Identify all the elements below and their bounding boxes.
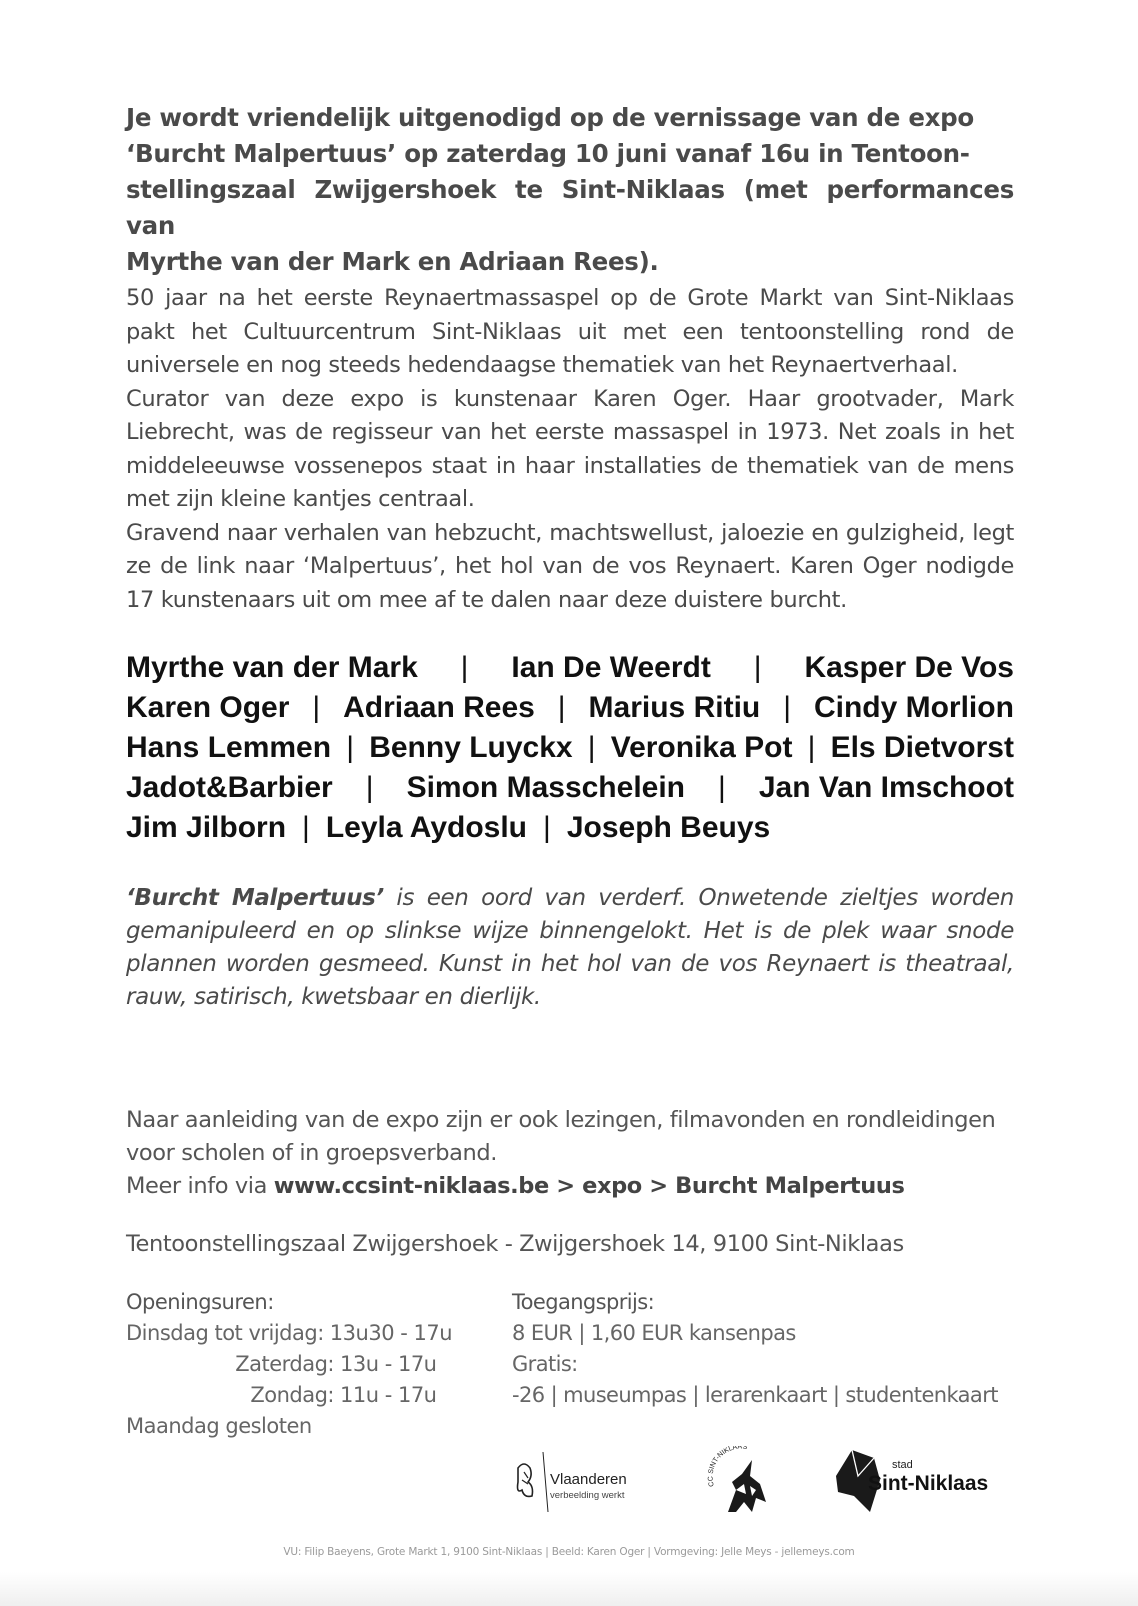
artist-name: Kasper De Vos bbox=[804, 651, 1014, 684]
quote-text: is een oord van verderf. Onwetende zieltjes worden gemanipuleerd en op slinkse wijze binnengelokt. Het is de plek waar snode plannen worden gesmeed. Kunst in het hol van de vos Reynaert is theatraal, rauw, satirisch, kwetsbaar en dierlijk. bbox=[126, 885, 1014, 1010]
artist-row bbox=[126, 728, 1014, 768]
stad-logo-icon bbox=[836, 1446, 1016, 1516]
separator: | bbox=[587, 731, 596, 764]
quote-title: ‘Burcht Malpertuus’ bbox=[126, 885, 384, 911]
artist-row bbox=[126, 688, 1014, 728]
exhibition-quote bbox=[126, 882, 1014, 1014]
separator: | bbox=[460, 651, 469, 684]
price-line: 8 EUR | 1,60 EUR kansenpas bbox=[512, 1321, 796, 1345]
separator: | bbox=[312, 691, 321, 724]
cc-sint-niklaas-logo bbox=[706, 1446, 776, 1516]
lion-icon bbox=[510, 1446, 660, 1516]
svg-text:CC SINT-NIKLAAS: CC SINT-NIKLAAS bbox=[707, 1446, 748, 1488]
artist-list bbox=[126, 648, 1014, 848]
info-text: Naar aanleiding van de expo zijn er ook lezingen, filmavonden en rondleidingen voor scholen of in groepsverband. bbox=[126, 1107, 996, 1166]
description-paragraph: Gravend naar verhalen van hebzucht, machtswellust, jaloezie en gulzigheid, legt ze de link naar ‘Malpertuus’, het hol van de vos Reynaert. Karen Oger nodigde 17 kunstenaars uit om mee af te dalen naar deze duistere burcht. bbox=[126, 519, 1014, 613]
colophon: VU: Filip Baeyens, Grote Markt 1, 9100 Sint-Niklaas | Beeld: Karen Oger | Vormgeving: Jelle Meys - jellemeys.com bbox=[283, 1546, 855, 1558]
stad-sint-niklaas-logo bbox=[836, 1446, 1016, 1516]
unicorn-icon bbox=[706, 1446, 776, 1516]
description-text bbox=[126, 282, 1014, 617]
artist-name: Els Dietvorst bbox=[830, 731, 1014, 764]
description-paragraph: Curator van deze expo is kunstenaar Karen Oger. Haar grootvader, Mark Liebrecht, was de regisseur van het eerste massaspel in 1973. Net zoals in het middeleeuwse vossenepos staat in haar installaties de thematiek van de mens met zijn kleine kantjes centraal. bbox=[126, 385, 1014, 512]
prices-heading: Toegangsprijs: bbox=[512, 1290, 655, 1314]
hours-label: Zondag: bbox=[250, 1383, 334, 1407]
opening-hours-heading: Openingsuren: bbox=[126, 1290, 274, 1314]
artist-name: Ian De Weerdt bbox=[511, 651, 711, 684]
separator: | bbox=[557, 691, 566, 724]
artist-name: Jadot&Barbier bbox=[126, 771, 333, 804]
separator: | bbox=[346, 731, 355, 764]
price-line: Gratis: bbox=[512, 1352, 578, 1376]
artist-name: Leyla Aydoslu bbox=[325, 811, 528, 844]
opening-hours bbox=[126, 1287, 486, 1442]
svg-text:verbeelding werkt: verbeelding werkt bbox=[550, 1490, 625, 1501]
svg-text:Sint-Niklaas: Sint-Niklaas bbox=[868, 1472, 989, 1495]
more-info-prefix: Meer info via bbox=[126, 1173, 274, 1199]
more-info-line bbox=[126, 1170, 1014, 1203]
intro-line: ‘Burcht Malpertuus’ op zaterdag 10 juni vanaf 16u in Tentoon- bbox=[126, 139, 970, 168]
artist-row bbox=[126, 808, 1014, 848]
closed-day: Maandag gesloten bbox=[126, 1414, 312, 1438]
separator: | bbox=[718, 771, 726, 804]
separator: | bbox=[807, 731, 816, 764]
hours-row bbox=[126, 1380, 486, 1411]
hours-value: 11u - 17u bbox=[340, 1383, 437, 1407]
artist-name: Simon Masschelein bbox=[406, 771, 686, 804]
hours-label: Dinsdag tot vrijdag: bbox=[126, 1321, 324, 1345]
extra-info bbox=[126, 1104, 1014, 1203]
artist-name: Cindy Morlion bbox=[813, 691, 1014, 724]
artist-name: Karen Oger bbox=[126, 691, 290, 724]
hours-value: 13u30 - 17u bbox=[329, 1321, 453, 1345]
intro-line: Je wordt vriendelijk uitgenodigd op de vernissage van de expo bbox=[126, 103, 974, 132]
hours-row bbox=[126, 1349, 486, 1380]
description-paragraph: 50 jaar na het eerste Reynaertmassaspel op de Grote Markt van Sint-Niklaas pakt het Cultuurcentrum Sint-Niklaas uit met een tentoonstelling rond de universele en nog steeds hedendaagse thematiek van het Reynaertverhaal. bbox=[126, 285, 1014, 378]
intro-line: Myrthe van der Mark en Adriaan Rees). bbox=[126, 247, 659, 276]
artist-name: Hans Lemmen bbox=[126, 731, 332, 764]
separator: | bbox=[302, 811, 310, 844]
artist-name: Jim Jilborn bbox=[126, 811, 287, 844]
artist-name: Adriaan Rees bbox=[343, 691, 535, 724]
artist-name: Marius Ritiu bbox=[588, 691, 761, 724]
artist-name: Joseph Beuys bbox=[566, 811, 771, 844]
more-info-link[interactable]: www.ccsint-niklaas.be > expo > Burcht Malpertuus bbox=[273, 1173, 905, 1199]
venue-address: Tentoonstellingszaal Zwijgershoek - Zwijgershoek 14, 9100 Sint-Niklaas bbox=[126, 1231, 904, 1257]
svg-text:stad: stad bbox=[892, 1459, 913, 1471]
artist-name: Jan Van Imschoot bbox=[758, 771, 1014, 804]
hours-label: Zaterdag: bbox=[235, 1352, 334, 1376]
page-edge bbox=[0, 1572, 1138, 1606]
price-line: -26 | museumpas | lerarenkaart | studentenkaart bbox=[512, 1383, 998, 1407]
artist-row bbox=[126, 768, 1014, 808]
hours-value: 13u - 17u bbox=[340, 1352, 437, 1376]
svg-text:Vlaanderen: Vlaanderen bbox=[550, 1471, 627, 1488]
separator: | bbox=[783, 691, 791, 724]
admission-prices bbox=[512, 1287, 1022, 1411]
artist-name: Veronika Pot bbox=[610, 731, 793, 764]
artist-name: Myrthe van der Mark bbox=[126, 651, 418, 684]
intro-line: stellingszaal Zwijgershoek te Sint-Niklaas (met performances van bbox=[126, 175, 1014, 240]
artist-name: Benny Luyckx bbox=[369, 731, 573, 764]
hours-row bbox=[126, 1318, 486, 1349]
artist-row bbox=[126, 648, 1014, 688]
separator: | bbox=[543, 811, 551, 844]
separator: | bbox=[753, 651, 762, 684]
vlaanderen-logo bbox=[510, 1446, 660, 1516]
separator: | bbox=[365, 771, 374, 804]
intro-heading bbox=[126, 100, 1014, 280]
